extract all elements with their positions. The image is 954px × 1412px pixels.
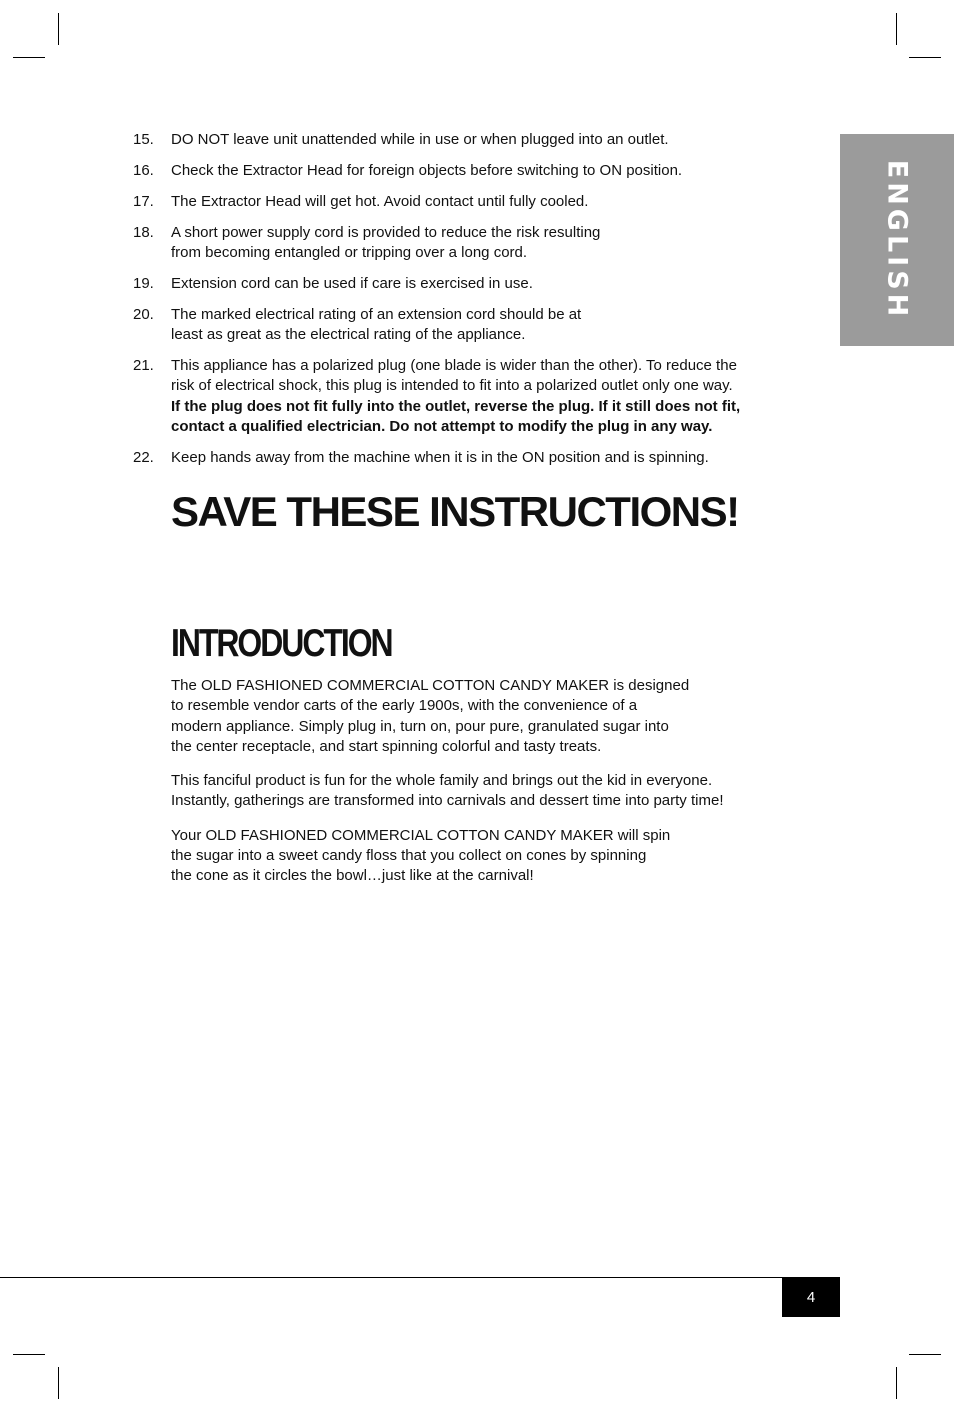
save-instructions-heading: SAVE THESE INSTRUCTIONS! — [171, 488, 739, 535]
list-item — [133, 356, 783, 437]
list-item — [133, 192, 783, 212]
language-tab — [840, 134, 954, 346]
crop-mark — [909, 1354, 941, 1355]
paragraph-line: Your OLD FASHIONED COMMERCIAL COTTON CANDY MAKER will spin — [171, 826, 671, 844]
crop-mark — [58, 13, 59, 45]
introduction-paragraph — [171, 676, 781, 757]
introduction-body — [171, 676, 781, 901]
list-item-line: DO NOT leave unit unattended while in use or when plugged into an outlet. — [171, 131, 669, 148]
list-item — [133, 161, 783, 181]
list-item-text — [171, 356, 783, 437]
crop-mark — [909, 57, 941, 58]
list-item-number: 18. — [133, 223, 154, 241]
list-item — [133, 305, 783, 346]
page-number: 4 — [806, 1289, 816, 1306]
list-item-text — [171, 161, 783, 181]
list-item-number: 21. — [133, 356, 154, 374]
paragraph-line: This fanciful product is fun for the whole family and brings out the kid in everyone. — [171, 772, 713, 790]
list-item-line: Check the Extractor Head for foreign objects before switching to ON position. — [171, 161, 683, 179]
list-item-line: risk of electrical shock, this plug is intended to fit into a polarized outlet only one way. — [171, 377, 733, 395]
safety-instructions-list — [133, 130, 783, 479]
crop-mark — [13, 57, 45, 58]
list-item-line: Extension cord can be used if care is exercised in use. — [171, 274, 533, 292]
list-item-number: 17. — [133, 192, 154, 210]
list-item-line: from becoming entangled or tripping over a long cord. — [171, 243, 528, 261]
page-number-box — [782, 1278, 840, 1317]
list-item — [133, 274, 783, 294]
crop-mark — [58, 1367, 59, 1399]
crop-mark — [896, 13, 897, 45]
paragraph-line: the sugar into a sweet candy floss that you collect on cones by spinning — [171, 847, 647, 865]
paragraph-line: The OLD FASHIONED COMMERCIAL COTTON CANDY MAKER is designed — [171, 677, 690, 694]
list-item-warning-line: contact a qualified electrician. Do not attempt to modify the plug in any way. — [171, 417, 713, 435]
list-item-number: 20. — [133, 305, 154, 323]
list-item-number: 22. — [133, 448, 154, 466]
paragraph-line: to resemble vendor carts of the early 1900s, with the convenience of a — [171, 697, 638, 715]
list-item-line: least as great as the electrical rating of the appliance. — [171, 326, 526, 344]
list-item-line: The marked electrical rating of an extension cord should be at — [171, 305, 582, 323]
list-item-text — [171, 223, 783, 264]
list-item-text — [171, 274, 783, 294]
list-item-warning-line: If the plug does not fit fully into the outlet, reverse the plug. If it still does not fit, — [171, 397, 741, 415]
list-item-line: The Extractor Head will get hot. Avoid contact until fully cooled. — [171, 192, 589, 210]
paragraph-line: Instantly, gatherings are transformed into carnivals and dessert time into party time! — [171, 792, 724, 810]
list-item-number: 19. — [133, 274, 154, 292]
crop-mark — [13, 1354, 45, 1355]
introduction-paragraph — [171, 826, 781, 887]
list-item-text — [171, 130, 783, 150]
list-item — [133, 448, 783, 468]
language-tab-label: ENGLISH — [881, 159, 913, 321]
paragraph-line: the cone as it circles the bowl…just like at the carnival! — [171, 867, 534, 885]
list-item-line: Keep hands away from the machine when it is in the ON position and is spinning. — [171, 448, 709, 466]
list-item-number: 15. — [133, 131, 154, 148]
list-item-text — [171, 448, 783, 468]
list-item — [133, 223, 783, 264]
introduction-paragraph — [171, 771, 781, 812]
list-item-text — [171, 305, 783, 346]
paragraph-line: modern appliance. Simply plug in, turn on, pour pure, granulated sugar into — [171, 717, 669, 735]
crop-mark — [896, 1367, 897, 1399]
introduction-heading: INTRODUCTION — [171, 622, 392, 665]
list-item-number: 16. — [133, 161, 154, 179]
list-item-text — [171, 192, 783, 212]
list-item — [133, 130, 783, 150]
list-item-line: This appliance has a polarized plug (one blade is wider than the other). To reduce the — [171, 356, 737, 374]
footer-rule — [0, 1277, 840, 1278]
paragraph-line: the center receptacle, and start spinning colorful and tasty treats. — [171, 737, 602, 755]
list-item-line: A short power supply cord is provided to reduce the risk resulting — [171, 223, 601, 241]
